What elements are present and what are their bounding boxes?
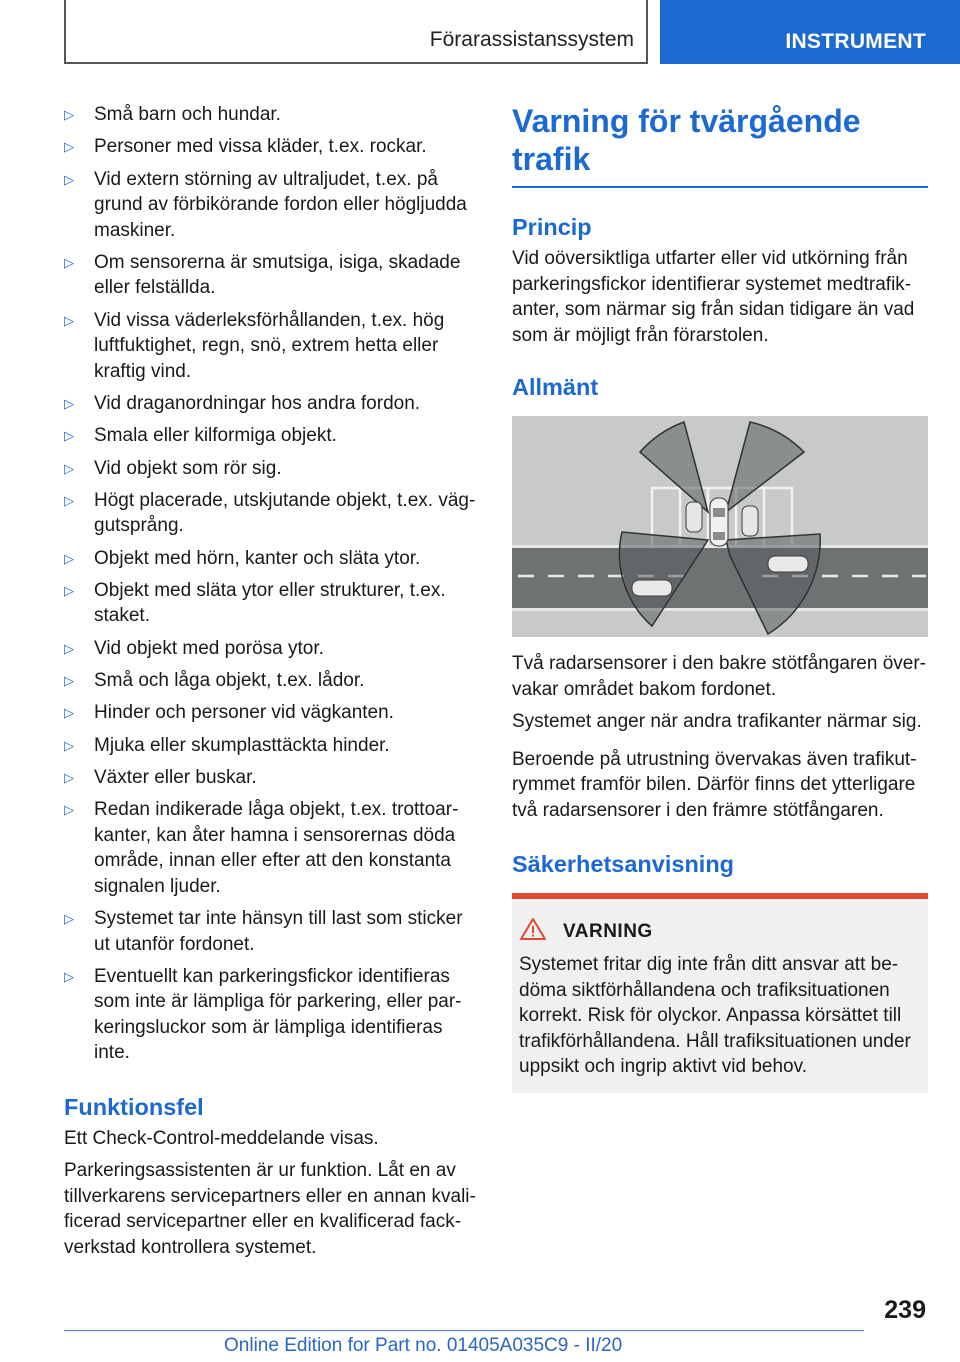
list-item-text: Vid draganordningar hos andra fordon. <box>94 392 421 414</box>
list-item <box>64 578 478 629</box>
list-item-text: Växter eller buskar. <box>94 766 257 788</box>
list-item-text: Om sensorerna är smutsiga, isiga, skadade eller felställda. <box>94 251 461 299</box>
list-item-text: Systemet tar inte hänsyn till last som sticker ut utanför fordonet. <box>94 908 463 955</box>
header-chapter-tab <box>660 0 960 64</box>
limitations-list <box>64 102 478 1066</box>
list-item <box>64 668 478 694</box>
list-item <box>64 423 478 449</box>
list-item-text: Objekt med hörn, kanter och släta ytor. <box>94 547 421 569</box>
warning-title: VARNING <box>563 920 653 942</box>
triangle-right-icon: ▷ <box>64 802 74 818</box>
warning-triangle-icon <box>519 917 559 946</box>
list-item <box>64 700 478 726</box>
list-item <box>64 546 478 572</box>
list-item-text: Redan indikerade låga objekt, t.ex. trottoarkanter, kan åter hamna i sensorernas döda område, innan eller efter att den konstanta signalen ljuder. <box>94 799 459 897</box>
triangle-right-icon: ▷ <box>64 312 74 328</box>
triangle-right-icon: ▷ <box>64 769 74 785</box>
list-item <box>64 488 478 539</box>
list-item-text: Högt placerade, utskjutande objekt, t.ex. väggutsprång. <box>94 489 476 537</box>
list-item-text: Vid objekt med porösa ytor. <box>94 637 324 659</box>
left-column <box>64 102 478 1267</box>
list-item <box>64 134 478 160</box>
footer-divider <box>64 1330 864 1331</box>
triangle-right-icon: ▷ <box>64 460 74 476</box>
triangle-right-icon: ▷ <box>64 492 74 508</box>
general-text-1: Två radarsensorer i den bakre stötfångaren övervakar området bakom fordonet. <box>512 653 926 700</box>
malfunction-heading: Funktionsfel <box>64 1093 204 1120</box>
list-item-text: Mjuka eller skumplasttäckta hinder. <box>94 734 390 756</box>
warning-text: Systemet fritar dig inte från ditt ansvar att bedöma siktförhållandena och trafiksituationen korrekt. Risk för olyckor. Anpassa körsättet till trafikförhållandena. Håll trafiksituationen under uppsikt och ingrip aktivt vid behov. <box>519 954 911 1077</box>
triangle-right-icon: ▷ <box>64 171 74 187</box>
triangle-right-icon: ▷ <box>64 673 74 689</box>
list-item-text: Små och låga objekt, t.ex. lådor. <box>94 670 365 692</box>
radar-coverage-illustration <box>512 416 928 637</box>
list-item-text: Eventuellt kan parkeringsfickor identifieras som inte är lämpliga för parkering, eller parkeringsluckor som är lämpliga identifieras inte. <box>94 965 462 1064</box>
list-item <box>64 250 478 301</box>
safety-heading: Säkerhetsanvisning <box>512 851 735 877</box>
list-item <box>64 906 478 957</box>
triangle-right-icon: ▷ <box>64 968 74 984</box>
page-number: 239 <box>884 1296 926 1324</box>
list-item <box>64 167 478 244</box>
triangle-right-icon: ▷ <box>64 107 74 122</box>
list-item <box>64 391 478 417</box>
header-chapter-title: INSTRUMENT <box>785 30 926 53</box>
triangle-right-icon: ▷ <box>64 428 74 444</box>
principle-heading: Princip <box>512 214 592 240</box>
triangle-right-icon: ▷ <box>64 395 74 411</box>
triangle-right-icon: ▷ <box>64 911 74 927</box>
list-item-text: Personer med vissa kläder, t.ex. rockar. <box>94 136 427 158</box>
principle-text: Vid oöversiktliga utfarter eller vid utkörning från parkeringsfickor identifierar systemet medtrafikanter, som närmar sig från sidan tidigare än vad som är möjligt från förarstolen. <box>512 248 915 346</box>
list-item <box>64 733 478 759</box>
list-item <box>64 102 478 128</box>
section-title: Varning för tvärgående trafik <box>512 102 928 188</box>
warning-box <box>512 893 928 1093</box>
list-item <box>64 456 478 482</box>
list-item-text: Objekt med släta ytor eller strukturer, t.ex. staket. <box>94 579 446 627</box>
triangle-right-icon: ▷ <box>64 705 74 721</box>
list-item <box>64 636 478 662</box>
list-item <box>64 797 478 899</box>
list-item-text: Vid objekt som rör sig. <box>94 457 282 479</box>
malfunction-text-1: Ett Check-Control-meddelande visas. <box>64 1127 379 1149</box>
general-text-2: Systemet anger när andra trafikanter närmar sig. <box>512 711 922 732</box>
header-section-box <box>64 0 648 64</box>
header-section-title: Förarassistanssystem <box>429 28 634 51</box>
list-item <box>64 964 478 1066</box>
malfunction-text-2: Parkeringsassistenten är ur funktion. Låt en av tillverkarens servicepartners eller en annan kvalificerad servicepartner eller en kvalificerad fackverkstad kontrollera systemet. <box>64 1160 476 1258</box>
triangle-right-icon: ▷ <box>64 139 74 155</box>
right-column <box>512 102 928 1093</box>
general-text-3: Beroende på utrustning övervakas även trafikutrymmet framför bilen. Därför finns det ytterligare två radarsensorer i den främre stötfångaren. <box>512 748 917 821</box>
list-item <box>64 308 478 385</box>
triangle-right-icon: ▷ <box>64 254 74 270</box>
list-item-text: Smala eller kilformiga objekt. <box>94 425 337 447</box>
list-item-text: Vid vissa väderleksförhållanden, t.ex. hög luftfuktighet, regn, snö, extrem hetta eller kraftig vind. <box>94 309 445 382</box>
warning-header <box>519 917 920 946</box>
triangle-right-icon: ▷ <box>64 640 74 656</box>
list-item-text: Vid extern störning av ultraljudet, t.ex. på grund av förbikörande fordon eller högljudda maskiner. <box>94 168 467 241</box>
triangle-right-icon: ▷ <box>64 582 74 598</box>
general-heading: Allmänt <box>512 374 599 400</box>
triangle-right-icon: ▷ <box>64 737 74 753</box>
list-item-text: Hinder och personer vid vägkanten. <box>94 702 394 724</box>
footer-edition: Online Edition for Part no. 01405A035C9 - II/20 <box>224 1335 623 1356</box>
triangle-right-icon: ▷ <box>64 550 74 566</box>
list-item <box>64 765 478 791</box>
list-item-text: Små barn och hundar. <box>94 104 281 125</box>
